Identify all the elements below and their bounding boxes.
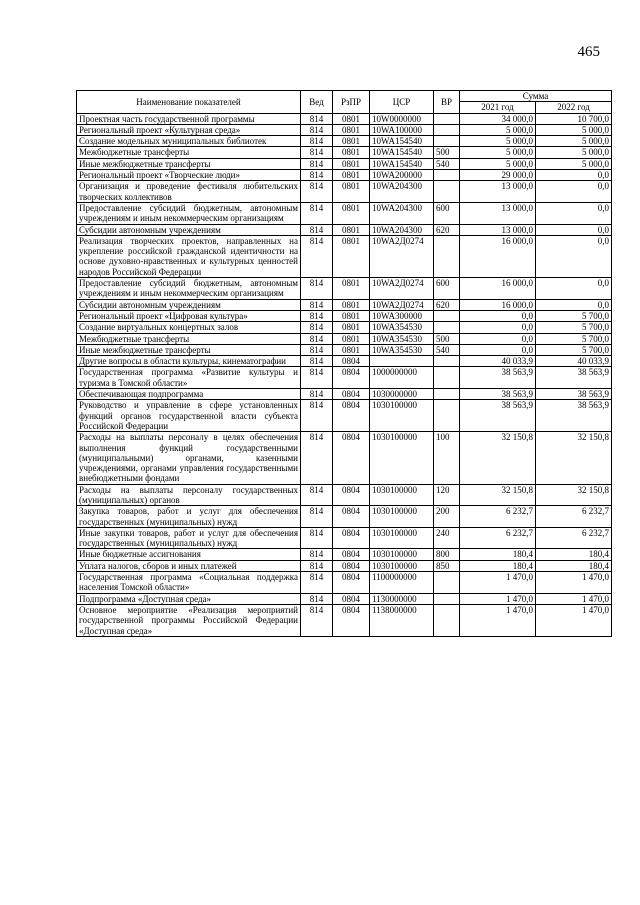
cell-ved: 814 — [301, 181, 333, 203]
cell-name: Государственная программа «Развитие культуры и туризма в Томской области» — [77, 367, 301, 389]
table-row — [77, 278, 612, 300]
cell-ved: 814 — [301, 560, 333, 571]
cell-name: Межбюджетные трансферты — [77, 333, 301, 344]
cell-csr: 10WA2Д0274 — [370, 235, 434, 277]
cell-sum-2021: 32 150,8 — [460, 432, 536, 484]
table-row — [77, 170, 612, 181]
cell-sum-2022: 0,0 — [536, 299, 612, 310]
table-row — [77, 310, 612, 321]
cell-vr: 540 — [434, 158, 460, 169]
cell-sum-2021: 0,0 — [460, 322, 536, 333]
budget-table — [76, 90, 612, 637]
cell-name: Другие вопросы в области культуры, кинематографии — [77, 356, 301, 367]
cell-sum-2021: 16 000,0 — [460, 299, 536, 310]
cell-sum-2021: 13 000,0 — [460, 202, 536, 224]
cell-ved: 814 — [301, 322, 333, 333]
cell-sum-2022: 38 563,9 — [536, 389, 612, 400]
cell-rzpr: 0804 — [333, 356, 370, 367]
cell-ved: 814 — [301, 389, 333, 400]
cell-vr — [434, 400, 460, 432]
cell-vr: 500 — [434, 147, 460, 158]
cell-sum-2021: 6 232,7 — [460, 506, 536, 528]
table-row — [77, 356, 612, 367]
cell-csr: 10WA354530 — [370, 333, 434, 344]
cell-name: Субсидии автономным учреждениям — [77, 299, 301, 310]
cell-rzpr: 0804 — [333, 389, 370, 400]
cell-name: Иные межбюджетные трансферты — [77, 158, 301, 169]
cell-vr: 600 — [434, 278, 460, 300]
cell-sum-2021: 38 563,9 — [460, 400, 536, 432]
table-row — [77, 136, 612, 147]
cell-ved: 814 — [301, 432, 333, 484]
cell-ved: 814 — [301, 344, 333, 355]
cell-sum-2021: 180,4 — [460, 549, 536, 560]
cell-rzpr: 0804 — [333, 549, 370, 560]
cell-vr: 500 — [434, 333, 460, 344]
cell-csr: 1138000000 — [370, 604, 434, 636]
cell-rzpr: 0801 — [333, 278, 370, 300]
table-row — [77, 560, 612, 571]
cell-ved: 814 — [301, 367, 333, 389]
cell-csr: 1030100000 — [370, 432, 434, 484]
cell-vr: 240 — [434, 527, 460, 549]
cell-sum-2021: 5 000,0 — [460, 136, 536, 147]
cell-rzpr: 0801 — [333, 136, 370, 147]
cell-name: Иные бюджетные ассигнования — [77, 549, 301, 560]
cell-csr: 1030100000 — [370, 560, 434, 571]
cell-csr: 10WA200000 — [370, 170, 434, 181]
cell-csr: 1030100000 — [370, 506, 434, 528]
cell-sum-2021: 180,4 — [460, 560, 536, 571]
table-row — [77, 484, 612, 506]
cell-ved: 814 — [301, 356, 333, 367]
cell-csr: 10WA300000 — [370, 310, 434, 321]
cell-sum-2022: 40 033,9 — [536, 356, 612, 367]
cell-name: Обеспечивающая подпрограмма — [77, 389, 301, 400]
cell-sum-2022: 0,0 — [536, 170, 612, 181]
cell-sum-2022: 1 470,0 — [536, 604, 612, 636]
cell-vr — [434, 113, 460, 124]
cell-csr: 10WA354530 — [370, 322, 434, 333]
cell-sum-2022: 6 232,7 — [536, 527, 612, 549]
cell-ved: 814 — [301, 113, 333, 124]
header-name: Наименование показателей — [77, 91, 301, 114]
cell-sum-2021: 16 000,0 — [460, 278, 536, 300]
table-row — [77, 181, 612, 203]
cell-ved: 814 — [301, 202, 333, 224]
cell-rzpr: 0804 — [333, 593, 370, 604]
cell-sum-2022: 5 700,0 — [536, 333, 612, 344]
cell-csr: 10WA100000 — [370, 124, 434, 135]
cell-csr: 10WA2Д0274 — [370, 278, 434, 300]
cell-csr — [370, 356, 434, 367]
cell-sum-2022: 1 470,0 — [536, 593, 612, 604]
cell-sum-2022: 38 563,9 — [536, 367, 612, 389]
cell-vr — [434, 124, 460, 135]
table-body — [77, 113, 612, 636]
cell-csr: 10WA204300 — [370, 181, 434, 203]
cell-ved: 814 — [301, 310, 333, 321]
cell-name: Расходы на выплаты персоналу в целях обеспечения выполнения функций государственными (муниципальными) органами, казенными учреждениями, органами управления государственными внебюджетными фондами — [77, 432, 301, 484]
cell-csr: 10WA154540 — [370, 147, 434, 158]
cell-ved: 814 — [301, 170, 333, 181]
cell-name: Субсидии автономным учреждениям — [77, 224, 301, 235]
cell-sum-2021: 40 033,9 — [460, 356, 536, 367]
table-row — [77, 202, 612, 224]
cell-name: Создание модельных муниципальных библиотек — [77, 136, 301, 147]
cell-vr — [434, 572, 460, 594]
cell-sum-2021: 5 000,0 — [460, 124, 536, 135]
cell-csr: 10W0000000 — [370, 113, 434, 124]
cell-name: Межбюджетные трансферты — [77, 147, 301, 158]
cell-sum-2021: 1 470,0 — [460, 572, 536, 594]
cell-sum-2021: 1 470,0 — [460, 604, 536, 636]
cell-rzpr: 0804 — [333, 604, 370, 636]
cell-csr: 1130000000 — [370, 593, 434, 604]
cell-vr: 100 — [434, 432, 460, 484]
cell-name: Региональный проект «Культурная среда» — [77, 124, 301, 135]
cell-name: Расходы на выплаты персоналу государственных (муниципальных) органов — [77, 484, 301, 506]
cell-ved: 814 — [301, 400, 333, 432]
cell-rzpr: 0801 — [333, 147, 370, 158]
cell-sum-2021: 38 563,9 — [460, 389, 536, 400]
cell-sum-2021: 38 563,9 — [460, 367, 536, 389]
table-row — [77, 506, 612, 528]
table-row — [77, 124, 612, 135]
cell-sum-2022: 5 000,0 — [536, 158, 612, 169]
cell-sum-2021: 13 000,0 — [460, 224, 536, 235]
cell-sum-2021: 1 470,0 — [460, 593, 536, 604]
cell-rzpr: 0801 — [333, 170, 370, 181]
table-header — [77, 91, 612, 114]
cell-rzpr: 0801 — [333, 322, 370, 333]
cell-rzpr: 0804 — [333, 572, 370, 594]
cell-csr: 1030100000 — [370, 400, 434, 432]
cell-csr: 10WA354530 — [370, 344, 434, 355]
table-row — [77, 527, 612, 549]
cell-sum-2022: 180,4 — [536, 549, 612, 560]
table-row — [77, 593, 612, 604]
cell-sum-2021: 34 000,0 — [460, 113, 536, 124]
table-row — [77, 549, 612, 560]
cell-ved: 814 — [301, 593, 333, 604]
cell-name: Региональный проект «Цифровая культура» — [77, 310, 301, 321]
cell-ved: 814 — [301, 299, 333, 310]
table-row — [77, 224, 612, 235]
cell-rzpr: 0801 — [333, 310, 370, 321]
cell-vr — [434, 136, 460, 147]
cell-rzpr: 0801 — [333, 235, 370, 277]
cell-ved: 814 — [301, 224, 333, 235]
cell-name: Создание виртуальных концертных залов — [77, 322, 301, 333]
cell-sum-2022: 32 150,8 — [536, 432, 612, 484]
cell-name: Государственная программа «Социальная поддержка населения Томской области» — [77, 572, 301, 594]
cell-sum-2021: 0,0 — [460, 333, 536, 344]
cell-vr — [434, 170, 460, 181]
cell-csr: 10WA204300 — [370, 202, 434, 224]
cell-rzpr: 0801 — [333, 158, 370, 169]
cell-name: Организация и проведение фестиваля любительских творческих коллективов — [77, 181, 301, 203]
cell-name: Уплата налогов, сборов и иных платежей — [77, 560, 301, 571]
cell-csr: 1000000000 — [370, 367, 434, 389]
cell-sum-2022: 180,4 — [536, 560, 612, 571]
cell-vr — [434, 593, 460, 604]
cell-sum-2022: 5 700,0 — [536, 310, 612, 321]
cell-vr: 600 — [434, 202, 460, 224]
cell-sum-2022: 0,0 — [536, 278, 612, 300]
table-row — [77, 432, 612, 484]
cell-vr — [434, 389, 460, 400]
cell-ved: 814 — [301, 278, 333, 300]
cell-name: Подпрограмма «Доступная среда» — [77, 593, 301, 604]
cell-csr: 1030100000 — [370, 484, 434, 506]
cell-ved: 814 — [301, 484, 333, 506]
cell-rzpr: 0801 — [333, 224, 370, 235]
table-row — [77, 113, 612, 124]
cell-vr: 200 — [434, 506, 460, 528]
cell-sum-2022: 5 000,0 — [536, 136, 612, 147]
cell-ved: 814 — [301, 158, 333, 169]
cell-vr — [434, 310, 460, 321]
cell-ved: 814 — [301, 147, 333, 158]
cell-rzpr: 0801 — [333, 181, 370, 203]
cell-vr — [434, 181, 460, 203]
cell-rzpr: 0801 — [333, 202, 370, 224]
cell-sum-2021: 6 232,7 — [460, 527, 536, 549]
cell-csr: 10WA154540 — [370, 136, 434, 147]
cell-sum-2022: 0,0 — [536, 202, 612, 224]
table-row — [77, 158, 612, 169]
cell-vr: 540 — [434, 344, 460, 355]
table-row — [77, 235, 612, 277]
cell-name: Закупка товаров, работ и услуг для обеспечения государственных (муниципальных) нужд — [77, 506, 301, 528]
cell-ved: 814 — [301, 136, 333, 147]
cell-ved: 814 — [301, 333, 333, 344]
cell-csr: 1030100000 — [370, 527, 434, 549]
page-number: 465 — [577, 44, 600, 60]
cell-vr: 800 — [434, 549, 460, 560]
cell-rzpr: 0804 — [333, 484, 370, 506]
cell-ved: 814 — [301, 549, 333, 560]
cell-sum-2022: 10 700,0 — [536, 113, 612, 124]
cell-sum-2021: 5 000,0 — [460, 158, 536, 169]
cell-ved: 814 — [301, 604, 333, 636]
cell-vr: 620 — [434, 299, 460, 310]
cell-sum-2022: 0,0 — [536, 235, 612, 277]
cell-vr: 620 — [434, 224, 460, 235]
cell-sum-2022: 0,0 — [536, 224, 612, 235]
cell-name: Основное мероприятие «Реализация мероприятий государственной программы Российской Федерации «Доступная среда» — [77, 604, 301, 636]
cell-csr: 10WA2Д0274 — [370, 299, 434, 310]
cell-name: Иные закупки товаров, работ и услуг для обеспечения государственных (муниципальных) нужд — [77, 527, 301, 549]
cell-vr — [434, 322, 460, 333]
cell-rzpr: 0804 — [333, 367, 370, 389]
cell-rzpr: 0801 — [333, 344, 370, 355]
cell-rzpr: 0804 — [333, 432, 370, 484]
cell-name: Предоставление субсидий бюджетным, автономным учреждениям и иным некоммерческим организациям — [77, 278, 301, 300]
cell-sum-2022: 5 700,0 — [536, 322, 612, 333]
cell-name: Руководство и управление в сфере установленных функций органов государственной власти субъекта Российской Федерации — [77, 400, 301, 432]
header-vr: ВР — [434, 91, 460, 114]
table-row — [77, 344, 612, 355]
cell-csr: 10WA154540 — [370, 158, 434, 169]
cell-vr: 120 — [434, 484, 460, 506]
header-year-2021: 2021 год — [460, 102, 536, 113]
cell-sum-2022: 5 000,0 — [536, 124, 612, 135]
cell-sum-2022: 38 563,9 — [536, 400, 612, 432]
table-row — [77, 333, 612, 344]
cell-sum-2022: 32 150,8 — [536, 484, 612, 506]
cell-ved: 814 — [301, 124, 333, 135]
cell-rzpr: 0801 — [333, 113, 370, 124]
cell-rzpr: 0801 — [333, 299, 370, 310]
cell-name: Реализация творческих проектов, направленных на укрепление российской гражданской идентичности на основе духовно-нравственных и культурных ценностей народов Российской Федерации — [77, 235, 301, 277]
cell-csr: 1100000000 — [370, 572, 434, 594]
cell-sum-2021: 13 000,0 — [460, 181, 536, 203]
header-sum: Сумма — [460, 91, 612, 102]
cell-sum-2022: 5 000,0 — [536, 147, 612, 158]
cell-vr: 850 — [434, 560, 460, 571]
cell-ved: 814 — [301, 572, 333, 594]
table-row — [77, 572, 612, 594]
table-row — [77, 299, 612, 310]
cell-sum-2022: 0,0 — [536, 181, 612, 203]
cell-vr — [434, 356, 460, 367]
cell-sum-2021: 29 000,0 — [460, 170, 536, 181]
cell-sum-2021: 0,0 — [460, 344, 536, 355]
cell-name: Проектная часть государственной программы — [77, 113, 301, 124]
cell-sum-2021: 16 000,0 — [460, 235, 536, 277]
table-row — [77, 400, 612, 432]
cell-sum-2021: 5 000,0 — [460, 147, 536, 158]
cell-name: Предоставление субсидий бюджетным, автономным учреждениям и иным некоммерческим организациям — [77, 202, 301, 224]
header-rzpr: РзПР — [333, 91, 370, 114]
table-row — [77, 147, 612, 158]
cell-rzpr: 0804 — [333, 527, 370, 549]
cell-sum-2021: 0,0 — [460, 310, 536, 321]
cell-csr: 1030000000 — [370, 389, 434, 400]
header-year-2022: 2022 год — [536, 102, 612, 113]
cell-rzpr: 0801 — [333, 124, 370, 135]
header-csr: ЦСР — [370, 91, 434, 114]
cell-csr: 10WA204300 — [370, 224, 434, 235]
cell-sum-2022: 5 700,0 — [536, 344, 612, 355]
cell-vr — [434, 235, 460, 277]
cell-csr: 1030100000 — [370, 549, 434, 560]
cell-vr — [434, 367, 460, 389]
table-row — [77, 367, 612, 389]
cell-sum-2022: 1 470,0 — [536, 572, 612, 594]
cell-rzpr: 0804 — [333, 400, 370, 432]
table-row — [77, 389, 612, 400]
cell-name: Иные межбюджетные трансферты — [77, 344, 301, 355]
cell-sum-2022: 6 232,7 — [536, 506, 612, 528]
cell-sum-2021: 32 150,8 — [460, 484, 536, 506]
cell-ved: 814 — [301, 506, 333, 528]
table-row — [77, 604, 612, 636]
cell-rzpr: 0804 — [333, 506, 370, 528]
cell-vr — [434, 604, 460, 636]
cell-ved: 814 — [301, 235, 333, 277]
header-ved: Вед — [301, 91, 333, 114]
cell-rzpr: 0804 — [333, 560, 370, 571]
cell-rzpr: 0801 — [333, 333, 370, 344]
cell-ved: 814 — [301, 527, 333, 549]
table-row — [77, 322, 612, 333]
cell-name: Региональный проект «Творческие люди» — [77, 170, 301, 181]
